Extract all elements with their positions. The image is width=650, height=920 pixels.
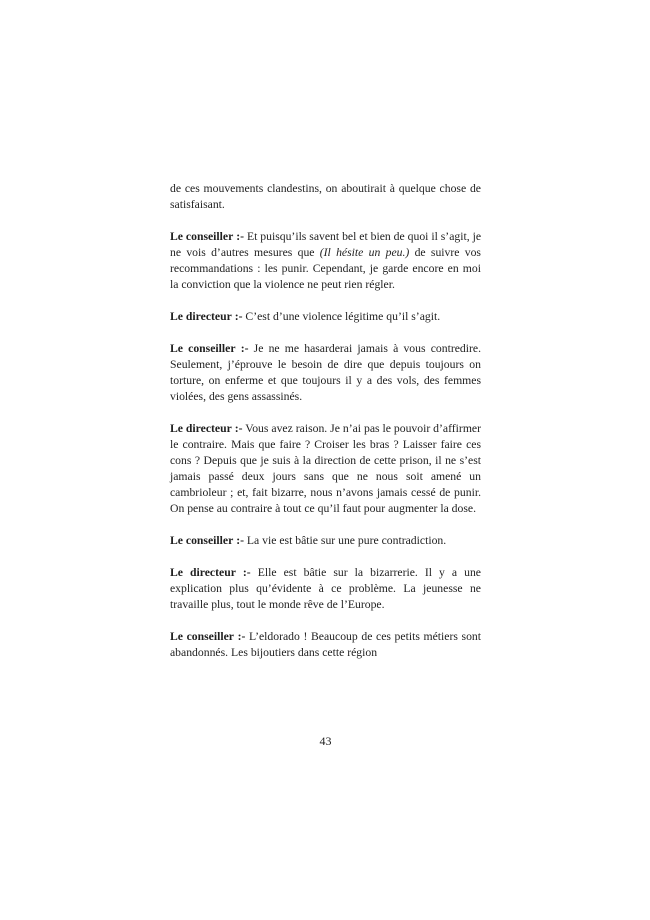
paragraph	[170, 309, 481, 325]
paragraph	[170, 565, 481, 613]
speaker-label: Le conseiller :-	[170, 534, 244, 547]
paragraph	[170, 181, 481, 213]
stage-direction-text: (Il hésite un peu.)	[319, 246, 410, 259]
page-number: 43	[319, 734, 332, 748]
speaker-label: Le conseiller :-	[170, 342, 249, 355]
paragraph	[170, 341, 481, 405]
dialogue-text: C’est d’une violence légitime qu’il s’agit.	[242, 310, 441, 323]
dialogue-text: L’eldorado ! Beaucoup de ces petits métiers sont abandonnés. Les bijoutiers dans cette région	[170, 630, 481, 659]
text-block	[170, 181, 481, 661]
speaker-label: Le conseiller :-	[170, 230, 245, 243]
paragraph	[170, 629, 481, 661]
speaker-label: Le directeur :-	[170, 422, 243, 435]
speaker-label: Le conseiller :-	[170, 630, 246, 643]
dialogue-text: Je ne me hasarderai jamais à vous contredire. Seulement, j’éprouve le besoin de dire que depuis toujours on torture, on enferme et que toujours il y a des vols, des femmes violées, des gens assassinés.	[170, 342, 481, 403]
paragraph	[170, 229, 481, 293]
paragraph	[170, 533, 481, 549]
speaker-label: Le directeur :-	[170, 566, 251, 579]
dialogue-text: Et puisqu’ils savent bel et bien de quoi il s’agit, je ne vois d’autres mesures que	[170, 230, 482, 259]
dialogue-text: de ces mouvements clandestins, on aboutirait à quelque chose de satisfaisant.	[170, 182, 481, 211]
dialogue-text: La vie est bâtie sur une pure contradiction.	[244, 534, 447, 547]
dialogue-text: de suivre vos recommandations : les punir. Cependant, je garde encore en moi la conviction que la violence ne peut rien régler.	[170, 246, 481, 291]
speaker-label: Le directeur :-	[170, 310, 243, 323]
dialogue-text: Elle est bâtie sur la bizarrerie. Il y a une explication plus qu’évidente à ce problème. La jeunesse ne travaille plus, tout le monde rêve de l’Europe.	[170, 566, 481, 611]
dialogue-text: Vous avez raison. Je n’ai pas le pouvoir d’affirmer le contraire. Mais que faire ? Croiser les bras ? Laisser faire ces cons ? Depuis que je suis à la direction de cette prison, il ne s’est jamais passé deux jours sans que ne nous soit amené un cambrioleur ; et, fait bizarre, nous n’avons jamais cessé de punir. On pense au contraire à tout ce qu’il faut pour augmenter la dose.	[170, 422, 481, 515]
paragraph	[170, 421, 481, 517]
